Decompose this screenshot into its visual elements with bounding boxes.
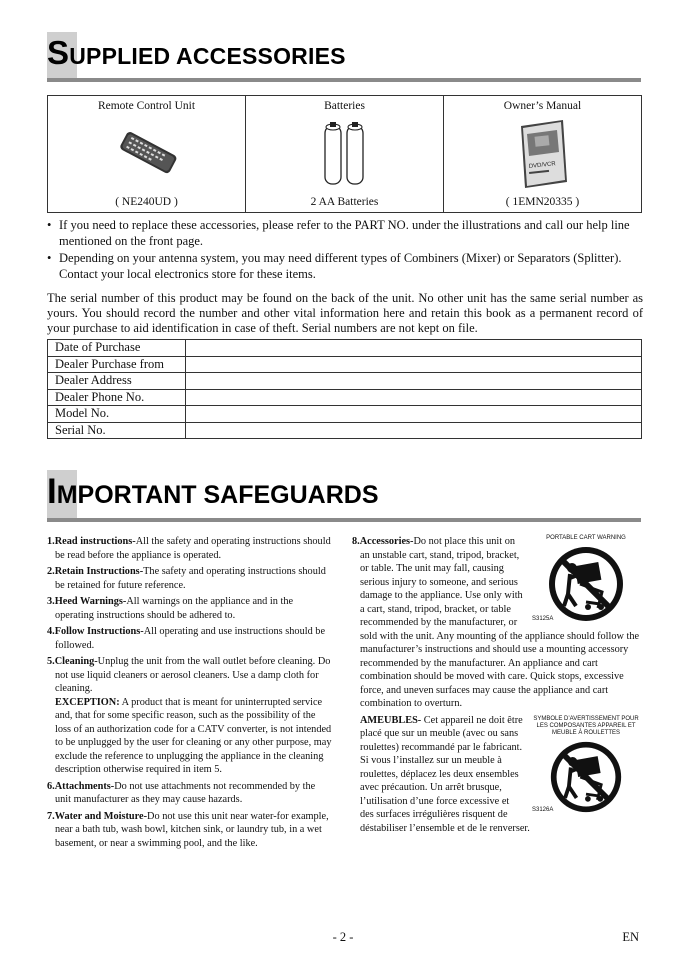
heading-rule — [47, 78, 641, 82]
safeguard-item: 4.Follow Instructions-All operating and use instructions should be followed. — [47, 626, 326, 651]
page-number: - 2 - — [332, 930, 354, 944]
record-label: Dealer Address — [48, 373, 186, 390]
heading-text: MPORTANT SAFEGUARDS — [56, 481, 379, 509]
safeguards-left-column — [47, 535, 332, 853]
accessory-remote — [48, 96, 246, 213]
manual-cover-text: DVD/VCR — [528, 161, 556, 170]
record-label: Dealer Purchase from — [48, 356, 186, 373]
heading-initial: I — [47, 472, 57, 511]
record-value — [186, 356, 642, 373]
cart-warning-symbol-fr — [530, 716, 642, 816]
record-table — [47, 339, 642, 439]
accessory-part-number: ( 1EMN20335 ) — [505, 196, 580, 208]
cart-warning-icon — [548, 739, 624, 815]
record-value — [186, 422, 642, 439]
batteries-icon — [246, 118, 443, 188]
accessory-part-number: ( NE240UD ) — [115, 196, 178, 208]
note-item: • Depending on your antenna system, you may need different types of Combiners (Mixer) or Separators (Splitter). Contact your local electronics store for these items. — [47, 250, 647, 282]
accessory-notes — [47, 217, 647, 283]
exception-note: EXCEPTION: A product that is meant for uninterrupted service and, that for some specific reason, such as the possibility of the loss of an authorization code for a CATV converter, is not intended to be unplugged by the user for cleaning or any other purpose, may exclude the reference to unplugging the appliance in the cleaning description otherwise required in item 5. — [55, 696, 332, 775]
accessory-part-number: 2 AA Batteries — [310, 196, 379, 208]
accessory-label: Batteries — [324, 100, 365, 112]
record-label: Model No. — [48, 406, 186, 423]
accessory-manual — [444, 96, 642, 213]
accessory-batteries — [246, 96, 444, 213]
heading-initial: S — [47, 34, 70, 71]
safeguard-item: 5.Cleaning-Unplug the unit from the wall outlet before cleaning. Do not use liquid cleaners or aerosol cleaners. Use a damp cloth for cleaning. — [47, 656, 331, 694]
warning-code: S3126A — [532, 806, 554, 813]
heading-rule — [47, 518, 641, 522]
ameubles-note: AMEUBLES- Cet appareil ne doit être placé que sur un meuble (avec ou sans roulettes) recommandé par le fabricant. Si vous l’installez sur un meuble à roulettes, déplacez les deux ensembles avec précaution. Un arrêt brusque, l’utilisation d’une force excessive et des surfaces irrégulières risquent de déstabiliser l’ensemble et de le renverser. — [360, 714, 530, 834]
heading-text: UPPLIED ACCESSORIES — [69, 43, 346, 69]
warning-caption: PORTABLE CART WARNING — [546, 535, 626, 541]
safeguard-item: 3.Heed Warnings-All warnings on the appliance and in the operating instructions should be adhered to. — [47, 596, 294, 621]
warning-caption: SYMBOLE D’AVERTISSEMENT POUR LES COMPOSANTES APPAREIL ET MEUBLE À ROULETTES — [533, 715, 639, 736]
record-label: Serial No. — [48, 422, 186, 439]
safeguard-item: 7.Water and Moisture-Do not use this unit near water-for example, near a bath tub, wash bowl, kitchen sink, or laundry tub, in a wet basement, or near a swimming pool, and the like. — [47, 810, 329, 849]
warning-code: S3125A — [532, 616, 554, 622]
section-heading-accessories — [47, 32, 641, 82]
safeguard-item: 2.Retain Instructions-The safety and operating instructions should be retained for future reference. — [47, 566, 326, 591]
record-value — [186, 373, 642, 390]
accessory-label: Owner’s Manual — [503, 100, 582, 112]
note-item: • If you need to replace these accessories, please refer to the PART NO. under the illustrations and call our help line mentioned on the front page. — [47, 217, 647, 249]
record-value — [186, 389, 642, 406]
safeguard-item: 8.Accessories-Do not place this unit on an unstable cart, stand, tripod, bracket, or table. The unit may fall, causing serious injury to someone, and serious damage to the appliance. Use only with a cart, stand, tripod, bracket, or table recommended by the manufacturer, or sold with the unit. Any mounting of the appliance should follow the manufacturer’s instructions and should use a mounting accessory recommended by the manufacturer. An appliance and cart combination should be moved with care. Quick stops, excessive force, and uneven surfaces may cause the appliance and cart combination to overturn. — [352, 536, 640, 709]
record-label: Date of Purchase — [48, 340, 186, 357]
section-heading-safeguards — [47, 470, 641, 522]
cart-warning-symbol — [530, 535, 642, 629]
language-tag: EN — [622, 930, 639, 944]
safeguards-right-column — [352, 535, 642, 838]
owners-manual-icon — [444, 118, 641, 188]
accessory-label: Remote Control Unit — [97, 100, 196, 112]
cart-warning-icon — [546, 544, 626, 624]
record-value — [186, 406, 642, 423]
safeguard-item: 6.Attachments-Do not use attachments not recommended by the unit manufacturer as they may cause hazards. — [47, 780, 316, 805]
serial-number-paragraph: The serial number of this product may be found on the back of the unit. No other unit has the same serial number as yours. You should record the number and other vital information here and retain this book as a permanent record of your purchase to aid identification in case of theft. Serial numbers are not kept on file. — [47, 291, 643, 335]
record-label: Dealer Phone No. — [48, 389, 186, 406]
safeguard-item: 1.Read instructions-All the safety and operating instructions should be read before the appliance is operated. — [47, 536, 331, 561]
accessories-table — [47, 95, 642, 213]
record-value — [186, 340, 642, 357]
remote-control-icon — [48, 118, 245, 188]
